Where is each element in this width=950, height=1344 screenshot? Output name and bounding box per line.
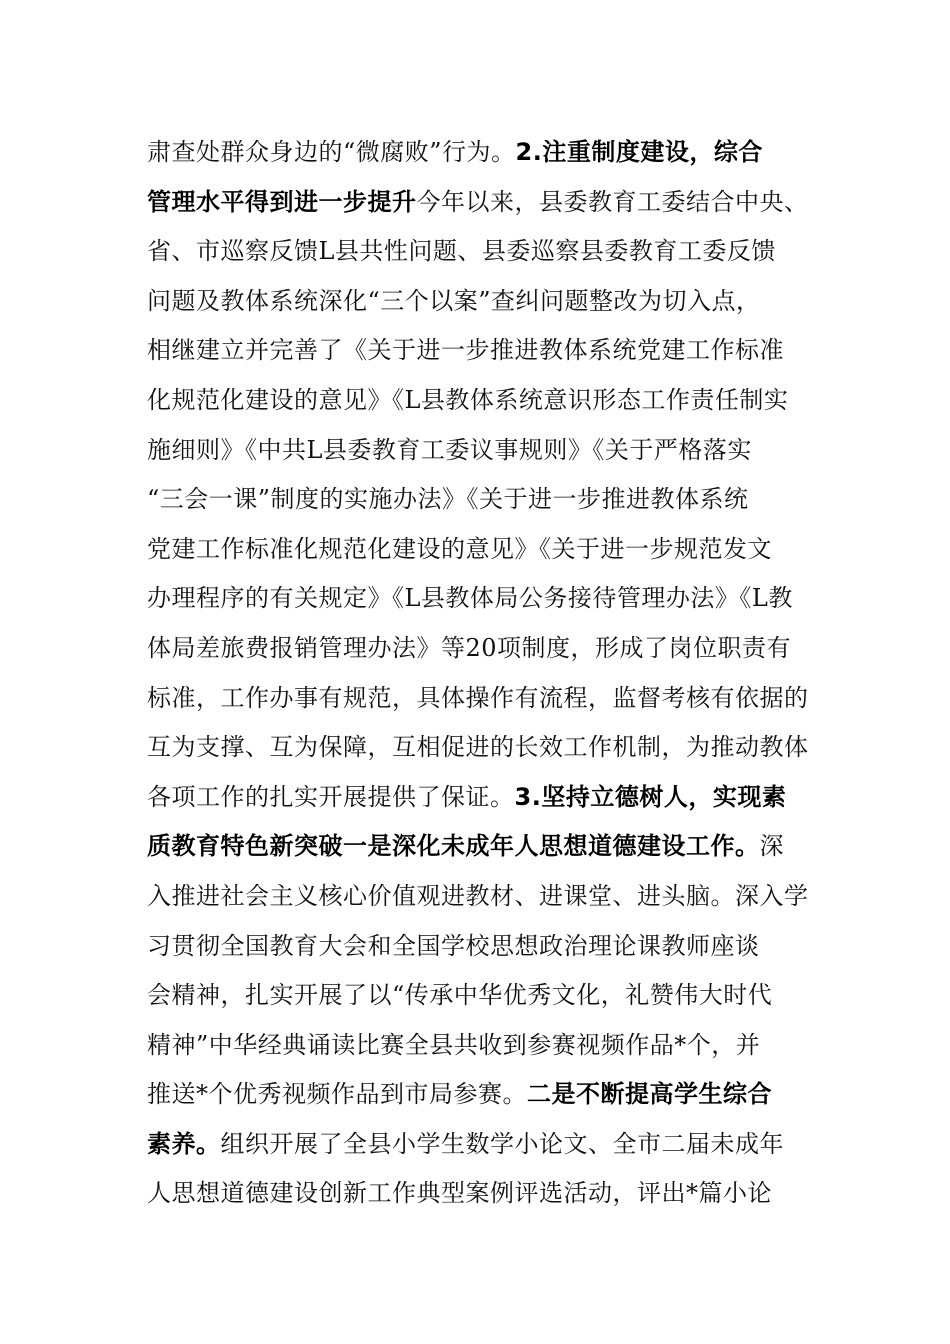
text-segment: 人思想道德建设创新工作典型案例评选活动，评出*篇小论 — [147, 1179, 772, 1208]
text-line — [147, 277, 815, 327]
text-segment: 各项工作的扎实开展提供了保证。 — [147, 782, 515, 811]
text-line — [147, 574, 815, 624]
text-line — [147, 773, 815, 823]
text-line — [147, 674, 815, 724]
text-segment: 推送*个优秀视频作品到市局参赛。 — [147, 1080, 527, 1109]
text-segment: 精神”中华经典诵读比赛全县共收到参赛视频作品*个，并 — [147, 1030, 761, 1059]
text-line — [147, 475, 815, 525]
text-segment: 组织开展了全县小学生数学小论文、全市二届未成年 — [220, 1129, 784, 1158]
text-line — [147, 922, 815, 972]
text-line — [147, 1169, 815, 1219]
text-line — [147, 1070, 815, 1120]
bold-text-segment: 管理水平得到进一步提升 — [147, 187, 417, 216]
text-line — [147, 1120, 815, 1170]
text-segment: 入推进社会主义核心价值观进教材、进课堂、进头脑。深入学 — [147, 881, 809, 910]
text-line — [147, 525, 815, 575]
text-line — [147, 326, 815, 376]
text-segment: 标准，工作办事有规范，具体操作有流程，监督考核有依据的 — [147, 683, 809, 712]
text-segment: 深 — [759, 832, 784, 861]
bold-text-segment: 素养。 — [147, 1129, 221, 1158]
text-segment: 相继建立并完善了《关于进一步推进教体系统党建工作标准 — [147, 336, 784, 365]
text-segment: 今年以来，县委教育工委结合中央、 — [416, 187, 809, 216]
bold-text-segment: 质教育特色新突破一是深化未成年人思想道德建设工作。 — [147, 832, 760, 861]
text-line — [147, 624, 815, 674]
text-line — [147, 178, 815, 228]
text-segment: 体局差旅费报销管理办法》等20项制度，形成了岗位职责有 — [147, 633, 792, 662]
text-segment: 办理程序的有关规定》《L县教体局公务接待管理办法》《L教 — [147, 584, 793, 613]
text-segment: 互为支撑、互为保障，互相促进的长效工作机制，为推动教体 — [147, 733, 809, 762]
text-line — [147, 426, 815, 476]
text-line — [147, 227, 815, 277]
bold-text-segment: 3.坚持立德树人，实现素 — [514, 782, 787, 811]
text-segment: 肃查处群众身边的“微腐败”行为。 — [147, 138, 516, 166]
text-line — [147, 822, 815, 872]
text-line — [147, 128, 815, 178]
text-segment: 习贯彻全国教育大会和全国学校思想政治理论课教师座谈 — [147, 931, 760, 960]
text-line — [147, 376, 815, 426]
text-segment: 省、市巡察反馈L县共性问题、县委巡察县委教育工委反馈 — [147, 237, 776, 266]
text-line — [147, 872, 815, 922]
text-segment: 问题及教体系统深化“三个以案”查纠问题整改为切入点， — [147, 286, 761, 315]
bold-text-segment: 二是不断提高学生综合 — [527, 1080, 772, 1109]
text-segment: 会精神，扎实开展了以“传承中华优秀文化，礼赞伟大时代 — [147, 981, 773, 1010]
text-line — [147, 971, 815, 1021]
text-segment: 党建工作标准化规范化建设的意见》《关于进一步规范发文 — [147, 534, 772, 563]
text-line — [147, 1021, 815, 1071]
text-line — [147, 723, 815, 773]
bold-text-segment: 2.注重制度建设，综合 — [515, 138, 763, 166]
text-segment: “三会一课”制度的实施办法》《关于进一步推进教体系统 — [147, 485, 749, 514]
text-segment: 施细则》《中共L县委教育工委议事规则》《关于严格落实 — [147, 435, 752, 464]
body-text — [147, 128, 815, 1219]
text-segment: 化规范化建设的意见》《L县教体系统意识形态工作责任制实 — [147, 385, 789, 414]
